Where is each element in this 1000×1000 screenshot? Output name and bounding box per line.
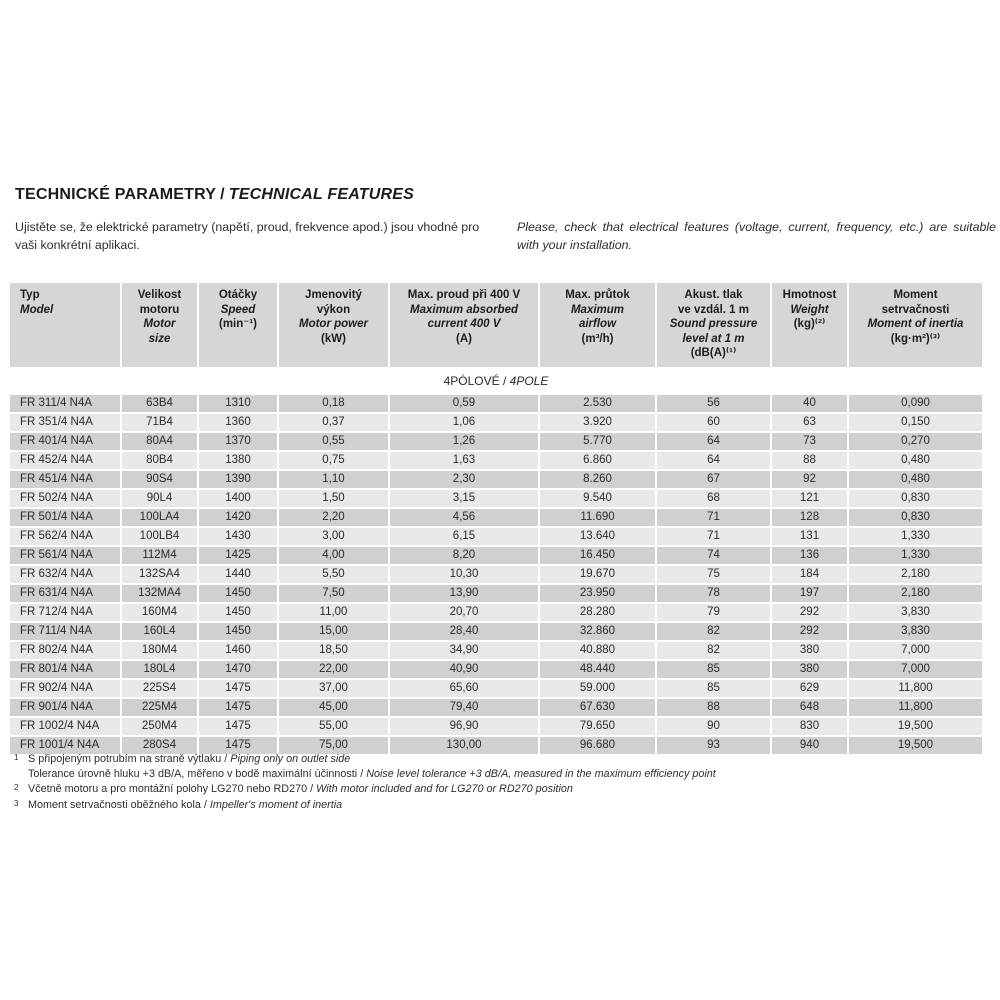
value-cell: 18,50: [279, 642, 388, 659]
model-cell: FR 902/4 N4A: [10, 680, 120, 697]
column-header-7: [657, 283, 770, 367]
value-cell: 79: [657, 604, 770, 621]
model-cell: FR 311/4 N4A: [10, 395, 120, 412]
header-cz-line: setrvačnosti: [881, 303, 950, 316]
header-en-line: current 400 V: [427, 318, 501, 331]
value-cell: 0,830: [849, 509, 982, 526]
value-cell: 90L4: [122, 490, 197, 507]
value-cell: 1370: [199, 433, 277, 450]
value-cell: 0,18: [279, 395, 388, 412]
header-cz-line: Max. průtok: [565, 289, 630, 301]
table-row: [10, 604, 982, 621]
column-header-1: [10, 283, 120, 367]
value-cell: 160M4: [122, 604, 197, 621]
footnote-cz: Tolerance úrovně hluku +3 dB/A, měřeno v bodě maximální účinnosti: [28, 768, 358, 781]
value-cell: 0,480: [849, 471, 982, 488]
value-cell: 1475: [199, 718, 277, 735]
value-cell: 292: [772, 604, 847, 621]
model-cell: FR 502/4 N4A: [10, 490, 120, 507]
value-cell: 71B4: [122, 414, 197, 431]
model-cell: FR 901/4 N4A: [10, 699, 120, 716]
table-header-row: [10, 283, 982, 367]
value-cell: 22,00: [279, 661, 388, 678]
section-label-cz: 4PÓLOVÉ: [443, 374, 500, 388]
value-cell: 1,63: [390, 452, 538, 469]
table-row: [10, 718, 982, 735]
value-cell: 32.860: [540, 623, 655, 640]
value-cell: 63: [772, 414, 847, 431]
value-cell: 1440: [199, 566, 277, 583]
value-cell: 0,59: [390, 395, 538, 412]
value-cell: 80A4: [122, 433, 197, 450]
value-cell: 292: [772, 623, 847, 640]
value-cell: 1,330: [849, 547, 982, 564]
value-cell: 82: [657, 642, 770, 659]
header-cz-line: motoru: [139, 303, 180, 316]
value-cell: 0,37: [279, 414, 388, 431]
section-cell: [10, 369, 982, 393]
value-cell: 11,00: [279, 604, 388, 621]
header-cz-line: Akust. tlak: [684, 289, 743, 301]
value-cell: 197: [772, 585, 847, 602]
model-cell: FR 351/4 N4A: [10, 414, 120, 431]
value-cell: 78: [657, 585, 770, 602]
value-cell: 11,800: [849, 699, 982, 716]
value-cell: 4,00: [279, 547, 388, 564]
page-title-cz: TECHNICKÉ PARAMETRY: [15, 186, 217, 203]
footnote-separator: /: [307, 783, 317, 796]
model-cell: FR 632/4 N4A: [10, 566, 120, 583]
footnote-separator: /: [200, 798, 210, 811]
value-cell: 648: [772, 699, 847, 716]
table-row: [10, 433, 982, 450]
value-cell: 1,10: [279, 471, 388, 488]
section-label-en: 4POLE: [509, 374, 549, 388]
value-cell: 85: [657, 680, 770, 697]
value-cell: 4,56: [390, 509, 538, 526]
value-cell: 59.000: [540, 680, 655, 697]
footnote-en: Piping only on outlet side: [230, 753, 351, 765]
footnote-separator: /: [221, 753, 231, 765]
value-cell: 0,75: [279, 452, 388, 469]
value-cell: 28.280: [540, 604, 655, 621]
value-cell: 63B4: [122, 395, 197, 412]
value-cell: 940: [772, 737, 847, 754]
model-cell: FR 501/4 N4A: [10, 509, 120, 526]
header-en-line: airflow: [578, 318, 617, 331]
value-cell: 88: [772, 452, 847, 469]
value-cell: 64: [657, 433, 770, 450]
table-row: [10, 566, 982, 583]
footnote-cz: Včetně motoru a pro montážní polohy LG270 nebo RD270: [28, 783, 308, 796]
value-cell: 380: [772, 642, 847, 659]
header-en-line: size: [148, 332, 171, 345]
value-cell: 93: [657, 737, 770, 754]
value-cell: 20,70: [390, 604, 538, 621]
value-cell: 160L4: [122, 623, 197, 640]
value-cell: 1430: [199, 528, 277, 545]
value-cell: 65,60: [390, 680, 538, 697]
value-cell: 40.880: [540, 642, 655, 659]
value-cell: 3,00: [279, 528, 388, 545]
spec-table-body: [10, 283, 982, 754]
value-cell: 1450: [199, 604, 277, 621]
value-cell: 6.860: [540, 452, 655, 469]
table-row: [10, 661, 982, 678]
footnotes: [14, 752, 716, 813]
value-cell: 132SA4: [122, 566, 197, 583]
value-cell: 2,20: [279, 509, 388, 526]
value-cell: 2,180: [849, 566, 982, 583]
header-cz-line: Max. proud při 400 V: [407, 289, 521, 301]
column-header-6: [540, 283, 655, 367]
page-title-separator: /: [220, 186, 225, 203]
header-en-line: Model: [20, 303, 54, 316]
header-en-line: Moment of inertia: [867, 318, 964, 331]
header-unit: (kg·m²)⁽³⁾: [890, 332, 941, 345]
column-header-4: [279, 283, 388, 367]
header-cz-line: Jmenovitý: [305, 289, 362, 301]
value-cell: 1400: [199, 490, 277, 507]
value-cell: 112M4: [122, 547, 197, 564]
spec-table: [8, 281, 984, 756]
value-cell: 2,180: [849, 585, 982, 602]
value-cell: 45,00: [279, 699, 388, 716]
footnote-en: With motor included and for LG270 or RD270 position: [316, 783, 573, 796]
table-row: [10, 699, 982, 716]
value-cell: 1475: [199, 737, 277, 754]
value-cell: 130,00: [390, 737, 538, 754]
page-title-en: TECHNICAL FEATURES: [228, 186, 415, 203]
model-cell: FR 561/4 N4A: [10, 547, 120, 564]
value-cell: 184: [772, 566, 847, 583]
value-cell: 8,20: [390, 547, 538, 564]
column-header-3: [199, 283, 277, 367]
section-separator: /: [499, 374, 510, 388]
footnote-line: [14, 752, 716, 767]
value-cell: 56: [657, 395, 770, 412]
footnote-number: 2: [14, 783, 19, 793]
value-cell: 13.640: [540, 528, 655, 545]
value-cell: 75,00: [279, 737, 388, 754]
value-cell: 90S4: [122, 471, 197, 488]
value-cell: 71: [657, 528, 770, 545]
table-row: [10, 490, 982, 507]
column-header-8: [772, 283, 847, 367]
value-cell: 131: [772, 528, 847, 545]
intro-english: Please, check that electrical features (voltage, current, frequency, etc.) are suitable with your installation.: [517, 220, 996, 252]
footnote-number: 3: [14, 798, 19, 808]
value-cell: 10,30: [390, 566, 538, 583]
value-cell: 1380: [199, 452, 277, 469]
value-cell: 629: [772, 680, 847, 697]
value-cell: 85: [657, 661, 770, 678]
model-cell: FR 802/4 N4A: [10, 642, 120, 659]
header-unit: (min⁻¹): [218, 318, 257, 331]
value-cell: 23.950: [540, 585, 655, 602]
header-en-line: Motor power: [299, 318, 368, 331]
value-cell: 19.670: [540, 566, 655, 583]
value-cell: 96,90: [390, 718, 538, 735]
model-cell: FR 562/4 N4A: [10, 528, 120, 545]
header-en-line: Speed: [220, 303, 256, 316]
value-cell: 0,830: [849, 490, 982, 507]
value-cell: 80B4: [122, 452, 197, 469]
table-row: [10, 528, 982, 545]
value-cell: 0,270: [849, 433, 982, 450]
value-cell: 11,800: [849, 680, 982, 697]
model-cell: FR 452/4 N4A: [10, 452, 120, 469]
value-cell: 67.630: [540, 699, 655, 716]
value-cell: 8.260: [540, 471, 655, 488]
value-cell: 13,90: [390, 585, 538, 602]
model-cell: FR 1002/4 N4A: [10, 718, 120, 735]
header-cz-line: Moment: [893, 289, 938, 301]
value-cell: 90: [657, 718, 770, 735]
header-cz-line: Typ: [20, 289, 40, 301]
table-row: [10, 471, 982, 488]
value-cell: 100LB4: [122, 528, 197, 545]
value-cell: 28,40: [390, 623, 538, 640]
footnote-line: [14, 782, 716, 797]
header-en-line: Maximum: [570, 303, 625, 316]
model-cell: FR 451/4 N4A: [10, 471, 120, 488]
value-cell: 6,15: [390, 528, 538, 545]
value-cell: 0,090: [849, 395, 982, 412]
value-cell: 96.680: [540, 737, 655, 754]
table-row: [10, 585, 982, 602]
value-cell: 100LA4: [122, 509, 197, 526]
page-title: [15, 186, 414, 204]
value-cell: 55,00: [279, 718, 388, 735]
value-cell: 37,00: [279, 680, 388, 697]
value-cell: 11.690: [540, 509, 655, 526]
value-cell: 82: [657, 623, 770, 640]
footnote-separator: /: [357, 768, 367, 781]
value-cell: 73: [772, 433, 847, 450]
value-cell: 5,50: [279, 566, 388, 583]
model-cell: FR 401/4 N4A: [10, 433, 120, 450]
value-cell: 68: [657, 490, 770, 507]
value-cell: 1475: [199, 699, 277, 716]
value-cell: 830: [772, 718, 847, 735]
header-cz-line: Hmotnost: [782, 289, 837, 301]
value-cell: 1475: [199, 680, 277, 697]
header-en-line: level at 1 m: [682, 332, 745, 345]
table-row: [10, 547, 982, 564]
model-cell: FR 1001/4 N4A: [10, 737, 120, 754]
header-en-line: Sound pressure: [669, 318, 758, 331]
header-unit: (dB(A)⁽¹⁾: [690, 347, 737, 360]
value-cell: 180M4: [122, 642, 197, 659]
footnote-en: Impeller's moment of inertia: [209, 798, 343, 811]
value-cell: 1,50: [279, 490, 388, 507]
value-cell: 40: [772, 395, 847, 412]
header-cz-line: Otáčky: [218, 289, 258, 301]
footnote-cz: S připojeným potrubím na straně výtlaku: [28, 753, 222, 765]
header-unit: (kW): [321, 332, 346, 345]
header-unit: (A): [456, 332, 472, 345]
value-cell: 64: [657, 452, 770, 469]
intro-czech: Ujistěte se, že elektrické parametry (napětí, proud, frekvence apod.) jsou vhodné pro vaši konkrétní aplikaci.: [15, 220, 480, 252]
value-cell: 2,30: [390, 471, 538, 488]
header-en-line: Motor: [143, 318, 176, 331]
value-cell: 128: [772, 509, 847, 526]
value-cell: 250M4: [122, 718, 197, 735]
header-cz-line: ve vzdál. 1 m: [678, 303, 749, 316]
table-row: [10, 642, 982, 659]
model-cell: FR 631/4 N4A: [10, 585, 120, 602]
value-cell: 3,830: [849, 623, 982, 640]
table-row: [10, 452, 982, 469]
column-header-5: [390, 283, 538, 367]
table-row: [10, 680, 982, 697]
value-cell: 60: [657, 414, 770, 431]
value-cell: 79.650: [540, 718, 655, 735]
value-cell: 1310: [199, 395, 277, 412]
value-cell: 75: [657, 566, 770, 583]
value-cell: 1460: [199, 642, 277, 659]
value-cell: 79,40: [390, 699, 538, 716]
value-cell: 7,000: [849, 642, 982, 659]
value-cell: 0,55: [279, 433, 388, 450]
value-cell: 74: [657, 547, 770, 564]
footnote-line: [14, 798, 716, 813]
value-cell: 5.770: [540, 433, 655, 450]
value-cell: 180L4: [122, 661, 197, 678]
footnote-en: Noise level tolerance +3 dB/A, measured in the maximum efficiency point: [366, 768, 716, 781]
value-cell: 3,830: [849, 604, 982, 621]
value-cell: 1360: [199, 414, 277, 431]
model-cell: FR 711/4 N4A: [10, 623, 120, 640]
value-cell: 136: [772, 547, 847, 564]
value-cell: 1,330: [849, 528, 982, 545]
value-cell: 71: [657, 509, 770, 526]
value-cell: 7,50: [279, 585, 388, 602]
value-cell: 1,06: [390, 414, 538, 431]
value-cell: 0,480: [849, 452, 982, 469]
value-cell: 121: [772, 490, 847, 507]
value-cell: 0,150: [849, 414, 982, 431]
value-cell: 9.540: [540, 490, 655, 507]
footnote-cz: Moment setrvačnosti oběžného kola: [28, 798, 201, 811]
value-cell: 2.530: [540, 395, 655, 412]
value-cell: 380: [772, 661, 847, 678]
table-row: [10, 395, 982, 412]
header-unit: (m³/h): [581, 332, 614, 345]
value-cell: 1420: [199, 509, 277, 526]
value-cell: 67: [657, 471, 770, 488]
value-cell: 19,500: [849, 737, 982, 754]
header-unit: (kg)⁽²⁾: [793, 318, 826, 331]
header-en-line: Weight: [790, 303, 829, 316]
value-cell: 40,90: [390, 661, 538, 678]
value-cell: 1450: [199, 623, 277, 640]
column-header-9: [849, 283, 982, 367]
value-cell: 92: [772, 471, 847, 488]
value-cell: 7,000: [849, 661, 982, 678]
footnote-line: [14, 767, 716, 782]
value-cell: 48.440: [540, 661, 655, 678]
model-cell: FR 801/4 N4A: [10, 661, 120, 678]
header-en-line: Maximum absorbed: [410, 303, 518, 316]
value-cell: 3,15: [390, 490, 538, 507]
value-cell: 132MA4: [122, 585, 197, 602]
header-cz-line: Velikost: [137, 289, 182, 301]
value-cell: 15,00: [279, 623, 388, 640]
value-cell: 225M4: [122, 699, 197, 716]
footnote-number: 1: [14, 753, 19, 762]
value-cell: 1,26: [390, 433, 538, 450]
value-cell: 1450: [199, 585, 277, 602]
value-cell: 3.920: [540, 414, 655, 431]
value-cell: 280S4: [122, 737, 197, 754]
header-cz-line: výkon: [316, 303, 351, 316]
table-row: [10, 414, 982, 431]
value-cell: 225S4: [122, 680, 197, 697]
value-cell: 1470: [199, 661, 277, 678]
table-row: [10, 509, 982, 526]
value-cell: 34,90: [390, 642, 538, 659]
value-cell: 88: [657, 699, 770, 716]
table-section-row: [10, 369, 982, 393]
model-cell: FR 712/4 N4A: [10, 604, 120, 621]
column-header-2: [122, 283, 197, 367]
value-cell: 1425: [199, 547, 277, 564]
value-cell: 1390: [199, 471, 277, 488]
value-cell: 19,500: [849, 718, 982, 735]
table-row: [10, 623, 982, 640]
value-cell: 16.450: [540, 547, 655, 564]
